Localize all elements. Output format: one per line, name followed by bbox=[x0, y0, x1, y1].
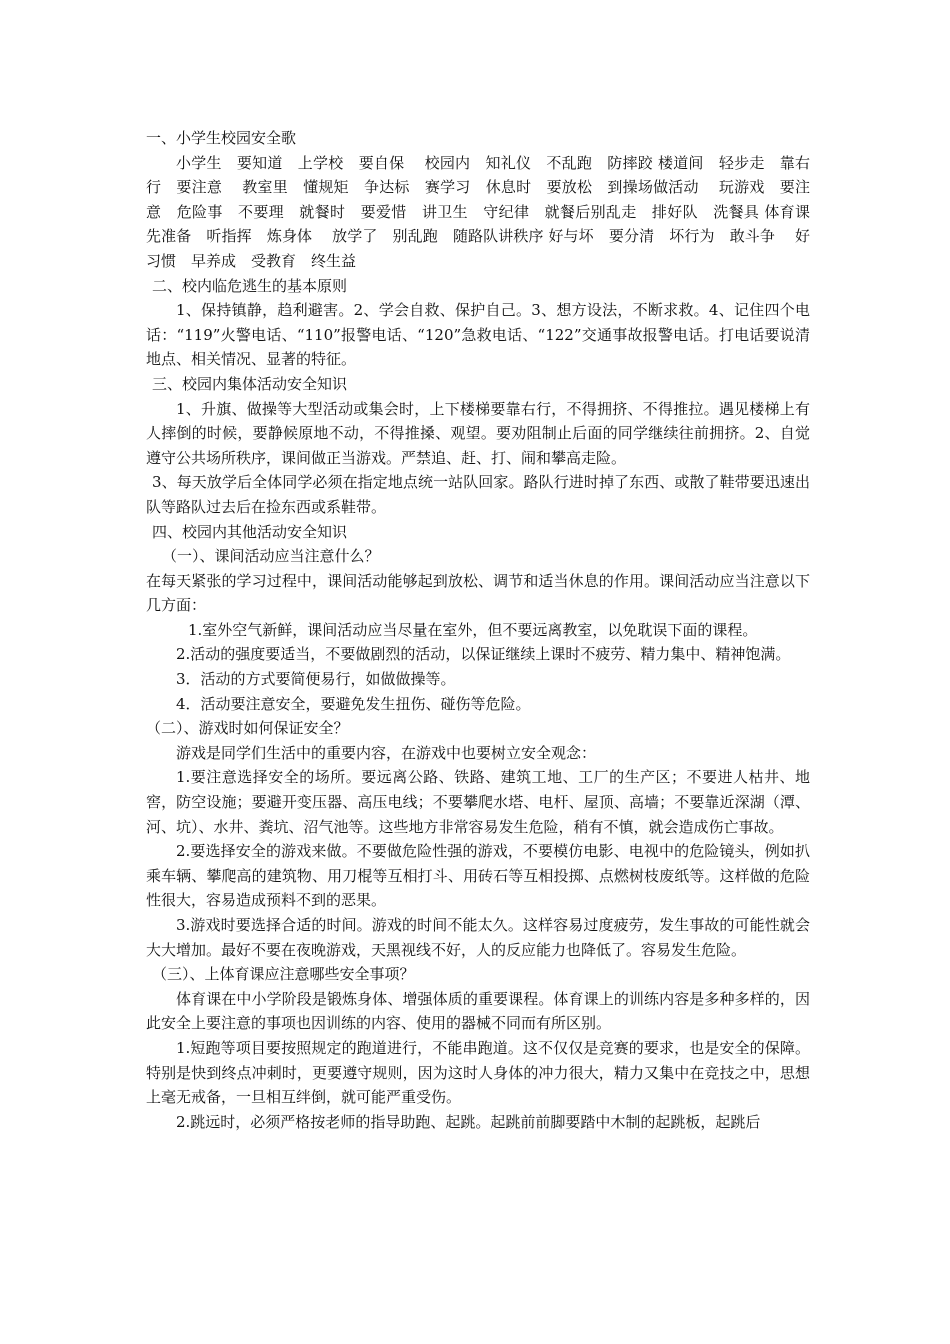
subsection-1-item-1: 1.室外空气新鲜，课间活动应当尽量在室外，但不要远离教室，以免耽误下面的课程。 bbox=[188, 620, 758, 639]
subsection-3-item-2: 2.跳远时，必须严格按老师的指导助跑、起跳。起跳前前脚要踏中木制的起跳板，起跳后 bbox=[176, 1112, 761, 1131]
document-page bbox=[146, 126, 826, 1134]
section-2-title: 二、校内临危逃生的基本原则 bbox=[152, 276, 348, 295]
subsection-1-title: （一）、课间活动应当注意什么？ bbox=[162, 547, 380, 566]
section-4-title: 四、校园内其他活动安全知识 bbox=[152, 522, 348, 541]
subsection-1-item-2: 2.活动的强度要适当，不要做剧烈的活动，以保证继续上课时不疲劳、精力集中、精神饱满。 bbox=[176, 645, 791, 664]
subsection-2-item-1: 1.要注意选择安全的场所。要远离公路、铁路、建筑工地、工厂的生产区；不要进人枯井、地窖，防空设施；要避开变压器、高压电线；不要攀爬水塔、电杆、屋顶、高墙；不要靠近深湖（潭、河、坑）、水井、粪坑、沼气池等。这些地方非常容易发生危险，稍有不慎，就会造成伤亡事故。 bbox=[146, 768, 810, 836]
subsection-1-intro: 在每天紧张的学习过程中，课间活动能够起到放松、调节和适当休息的作用。课间活动应当注意以下几方面： bbox=[146, 571, 810, 615]
section-2-paragraph-1: 1、保持镇静，趋利避害。2、学会自救、保护自己。3、想方设法，不断求救。4、记住四个电话：“119”火警电话、“110”报警电话、“120”急救电话、“122”交通事故报警电话。打电话要说清地点、相关情况、显著的特征。 bbox=[146, 301, 810, 369]
subsection-1-item-3: 3．活动的方式要简便易行，如做做操等。 bbox=[176, 670, 456, 689]
subsection-3-item-1: 1.短跑等项目要按照规定的跑道进行，不能串跑道。这不仅仅是竞赛的要求，也是安全的保障。特别是快到终点冲刺时，更要遵守规则，因为这时人身体的冲力很大，精力又集中在竞技之中，思想上毫无戒备，一旦相互绊倒，就可能严重受伤。 bbox=[146, 1038, 810, 1107]
section-3-title: 三、校园内集体活动安全知识 bbox=[152, 374, 348, 393]
subsection-2-intro: 游戏是同学们生活中的重要内容，在游戏中也要树立安全观念： bbox=[176, 743, 597, 762]
section-3-paragraph-1: 1、升旗、做操等大型活动或集会时，上下楼梯要靠右行，不得拥挤、不得推拉。遇见楼梯上有人摔倒的时候，要静候原地不动，不得推搡、观望。要劝阻制止后面的同学继续往前拥挤。2、自觉遵守公共场所秩序，课间做正当游戏。严禁追、赶、打、闹和攀高走险。 bbox=[146, 399, 810, 467]
subsection-2-item-3: 3.游戏时要选择合适的时间。游戏的时间不能太久。这样容易过度疲劳，发生事故的可能性就会大大增加。最好不要在夜晚游戏，天黑视线不好，人的反应能力也降低了。容易发生危险。 bbox=[146, 916, 810, 959]
section-1-title: 一、小学生校园安全歌 bbox=[146, 129, 297, 147]
subsection-2-item-2: 2.要选择安全的游戏来做。不要做危险性强的游戏，不要模仿电影、电视中的危险镜头，例如扒乘车辆、攀爬高的建筑物、用刀棍等互相打斗、用砖石等互相投掷、点燃树枝废纸等。这样做的危险性很大，容易造成预料不到的恶果。 bbox=[146, 842, 810, 910]
subsection-1-item-4: 4．活动要注意安全，要避免发生扭伤、碰伤等危险。 bbox=[176, 694, 531, 713]
subsection-2-title: （二）、游戏时如何保证安全？ bbox=[146, 719, 349, 738]
safety-song-text: 小学生 要知道 上学校 要自保 校园内 知礼仪 不乱跑 防摔跤 楼道间 轻步走 靠右行 要注意 教室里 懂规矩 争达标 赛学习 休息时 要放松 到操场做活动 玩游戏 要注意 危险事 不要理 就餐时 要爱惜 讲卫生 守纪律 就餐后别乱走 排好队 洗餐具 体育课 先准备 听指挥 炼身体 放学了 别乱跑 随路队讲秩序 好与坏 要分清 坏行为 敢斗争 好习惯 早养成 受教育 终生益 bbox=[146, 153, 826, 270]
section-3-paragraph-2: 3、每天放学后全体同学必须在指定地点统一站队回家。路队行进时掉了东西、或散了鞋带要迅速出队等路队过去后在捡东西或系鞋带。 bbox=[146, 473, 810, 516]
subsection-3-intro: 体育课在中小学阶段是锻炼身体、增强体质的重要课程。体育课上的训练内容是多种多样的，因此安全上要注意的事项也因训练的内容、使用的器械不同而有所区别。 bbox=[146, 989, 810, 1033]
subsection-3-title: （三）、上体育课应注意哪些安全事项？ bbox=[152, 965, 415, 984]
